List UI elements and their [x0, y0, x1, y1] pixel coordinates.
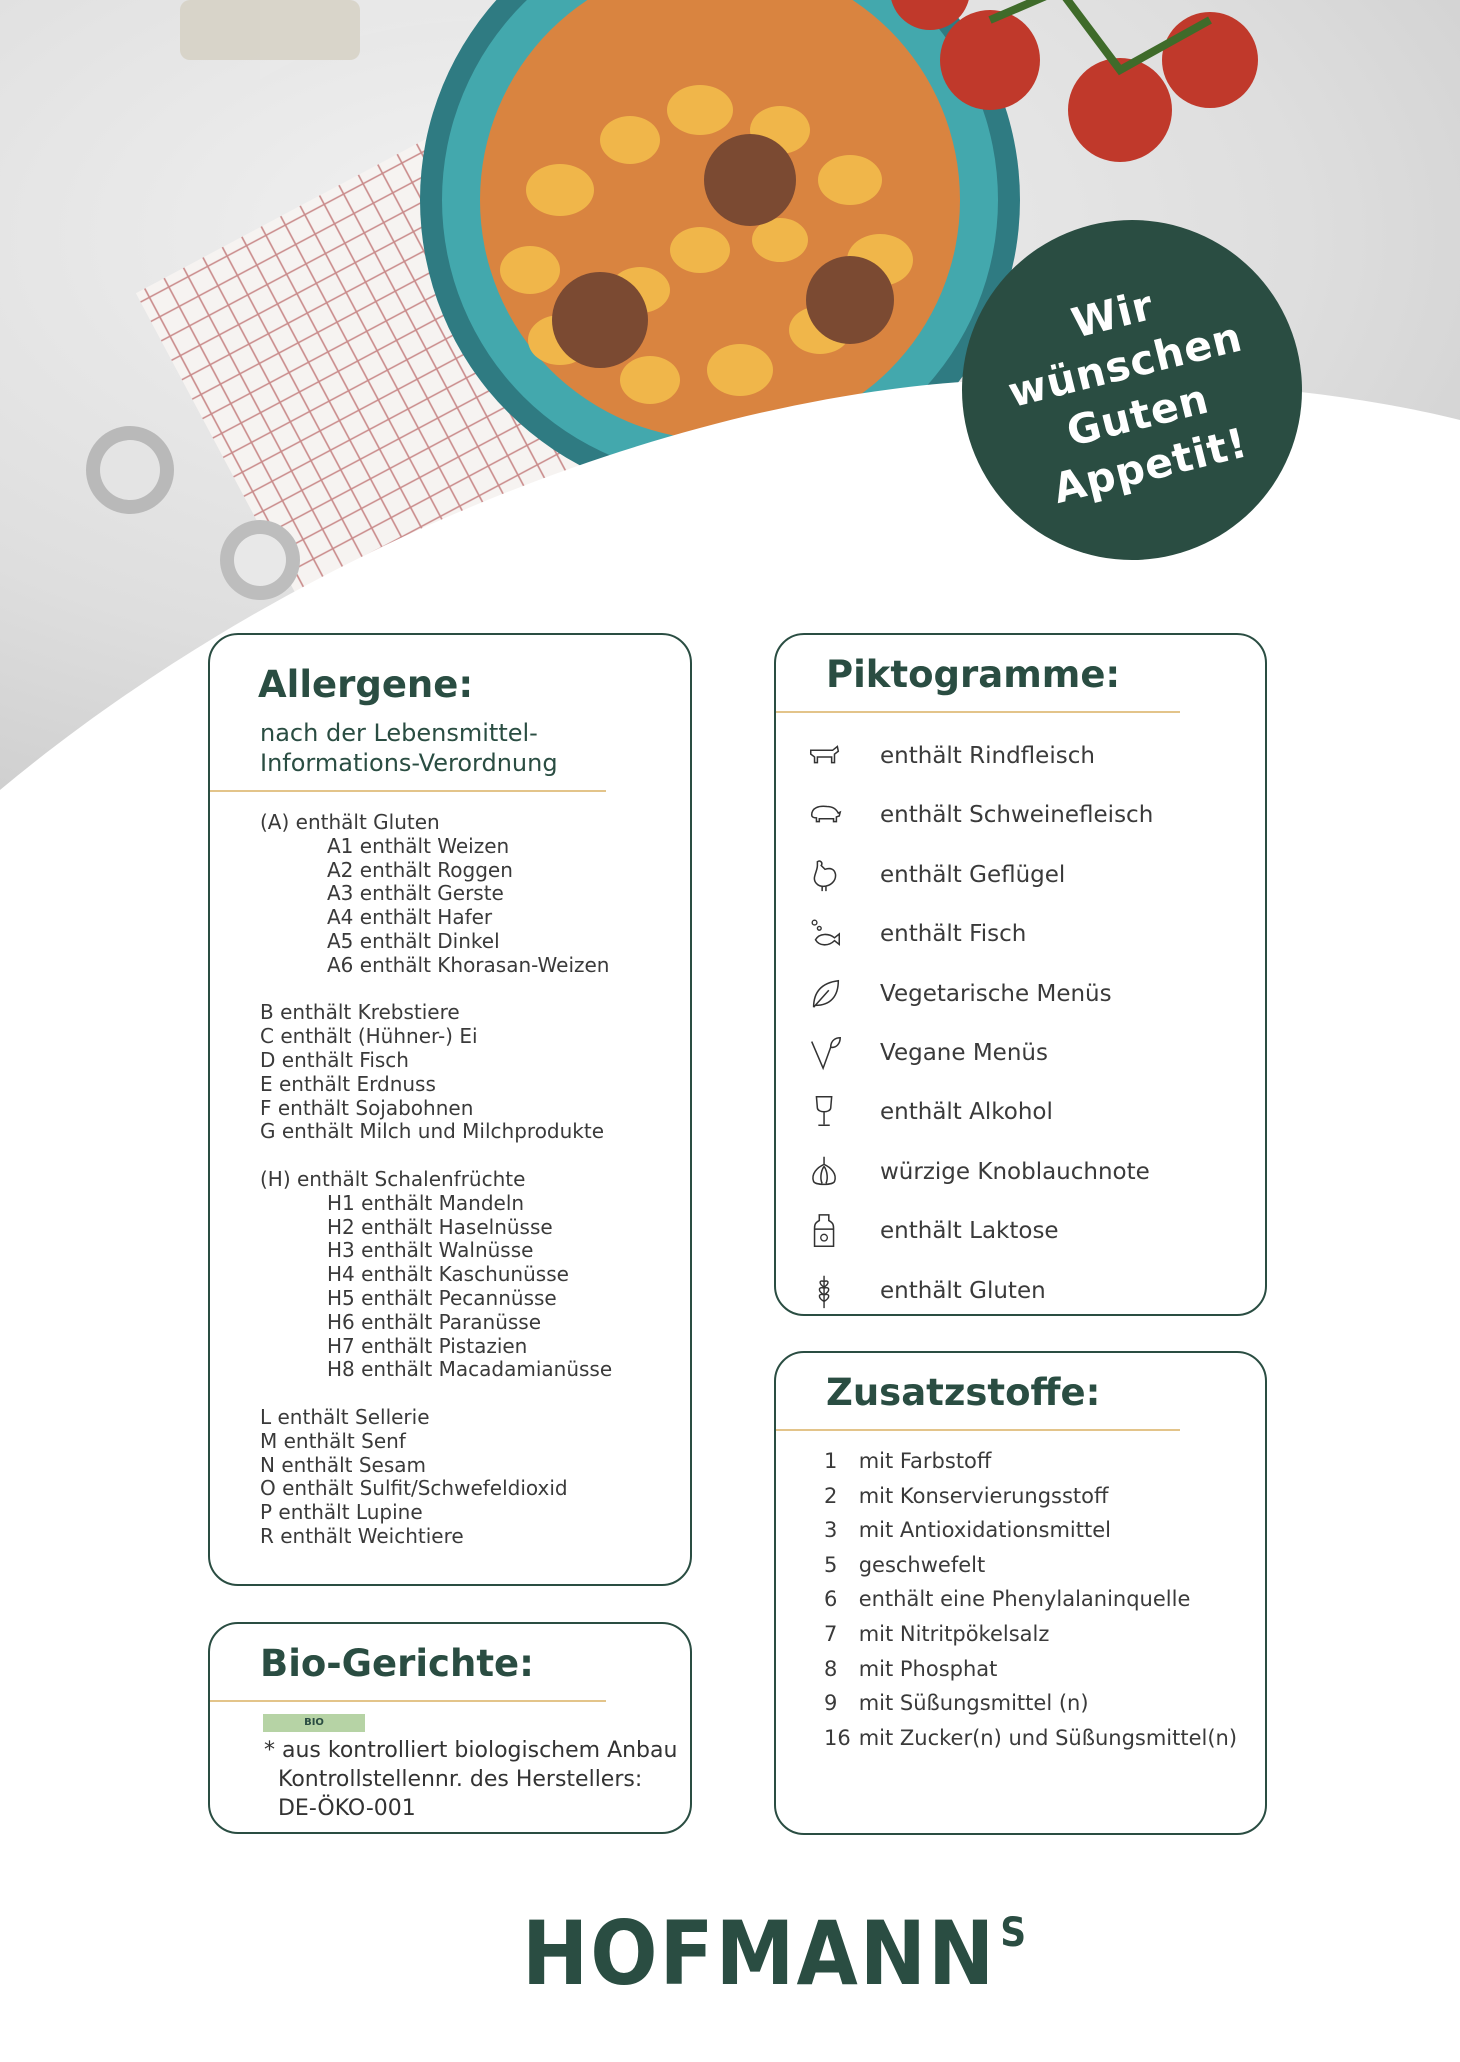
allergene-item: F enthält Sojabohnen — [260, 1095, 474, 1120]
allergene-item: H3 enthält Walnüsse — [327, 1238, 534, 1263]
piktogramm-item — [806, 1152, 1245, 1192]
zusatzstoffe-box — [774, 1351, 1267, 1835]
piktogramme-title: Piktogramme: — [826, 653, 1121, 696]
zusatzstoff-item — [824, 1449, 991, 1473]
zusatzstoff-number: 8 — [824, 1656, 838, 1681]
bio-box — [208, 1622, 692, 1834]
allergene-title: Allergene: — [258, 663, 474, 706]
allergene-item: D enthält Fisch — [260, 1047, 409, 1072]
allergene-list — [260, 811, 612, 1549]
piktogramm-label: enthält Geflügel — [880, 861, 1066, 888]
fish-icon — [806, 914, 844, 954]
allergene-item: H4 enthält Kaschunüsse — [327, 1262, 569, 1287]
allergene-item: A3 enthält Gerste — [327, 881, 504, 906]
allergene-item: A2 enthält Roggen — [327, 857, 513, 882]
allergene-item: H6 enthält Paranüsse — [327, 1309, 542, 1334]
allergene-item: B enthält Krebstiere — [260, 1000, 460, 1025]
zusatzstoff-number: 5 — [824, 1552, 838, 1577]
zusatzstoff-item — [824, 1726, 1237, 1750]
piktogramm-item — [806, 974, 1245, 1014]
allergene-item: M enthält Senf — [260, 1428, 406, 1453]
allergene-item: R enthält Weichtiere — [260, 1523, 464, 1548]
allergene-item: (A) enthält Gluten — [260, 810, 440, 834]
hofmanns-logo — [522, 1902, 1028, 2005]
zusatzstoff-label: enthält eine Phenylalaninquelle — [858, 1587, 1191, 1612]
leaf-icon — [806, 974, 844, 1014]
bio-title: Bio-Gerichte: — [260, 1642, 534, 1685]
piktogramm-label: enthält Laktose — [880, 1218, 1059, 1245]
allergene-item: A1 enthält Weizen — [327, 833, 510, 858]
piktogramm-item — [806, 736, 1245, 776]
bio-tag: BIO — [263, 1714, 365, 1732]
zusatzstoff-number: 9 — [824, 1691, 838, 1716]
piktogramm-item — [806, 914, 1245, 954]
zusatzstoff-item — [824, 1587, 1190, 1611]
allergene-item: A6 enthält Khorasan-Weizen — [327, 952, 610, 977]
allergene-divider — [210, 790, 606, 792]
zusatzstoff-number: 6 — [824, 1587, 838, 1612]
allergene-item: E enthält Erdnuss — [260, 1071, 436, 1096]
pig-icon — [806, 795, 844, 835]
zusatzstoff-item — [824, 1518, 1111, 1542]
zusatzstoff-number: 3 — [824, 1518, 838, 1543]
zusatzstoff-number: 1 — [824, 1449, 838, 1473]
bio-divider — [210, 1700, 606, 1702]
logo-superscript: S — [1000, 1910, 1029, 1956]
allergene-box — [208, 633, 692, 1586]
allergene-subtitle: nach der Lebensmittel- Informations-Verordnung — [260, 719, 558, 777]
badge-text: Wir wünschen Guten Appetit! — [1003, 281, 1253, 513]
zusatzstoff-label: mit Süßungsmittel (n) — [858, 1691, 1089, 1716]
milk-bottle-icon — [806, 1211, 844, 1251]
chicken-icon — [806, 855, 844, 895]
zusatzstoff-item — [824, 1622, 1049, 1646]
piktogramm-label: würzige Knoblauchnote — [880, 1158, 1150, 1185]
allergene-item: A5 enthält Dinkel — [327, 928, 500, 953]
zusatzstoff-label: mit Phosphat — [858, 1656, 998, 1681]
piktogramm-label: enthält Alkohol — [880, 1099, 1053, 1126]
wine-glass-icon — [806, 1092, 844, 1132]
sprout-icon — [806, 1033, 844, 1073]
allergene-item: A4 enthält Hafer — [327, 905, 493, 930]
allergene-spacer — [260, 1382, 612, 1406]
allergene-item: H7 enthält Pistazien — [327, 1333, 528, 1358]
zusatzstoff-number: 7 — [824, 1622, 838, 1646]
bio-note: * aus kontrolliert biologischem Anbau Kontrollstellennr. des Herstellers: DE-ÖKO-001 — [264, 1738, 678, 1821]
zusatzstoffe-title: Zusatzstoffe: — [826, 1371, 1101, 1414]
piktogramme-box — [774, 633, 1267, 1316]
zusatzstoff-label: mit Konservierungsstoff — [858, 1483, 1109, 1508]
allergene-item: (H) enthält Schalenfrüchte — [260, 1166, 526, 1191]
piktogramm-item — [806, 1271, 1245, 1311]
piktogramm-label: enthält Gluten — [880, 1277, 1046, 1304]
piktogramm-item — [806, 855, 1245, 895]
zusatzstoff-label: mit Nitritpökelsalz — [858, 1622, 1050, 1646]
piktogramm-label: enthält Fisch — [880, 921, 1027, 948]
zusatzstoff-item — [824, 1657, 997, 1681]
wheat-icon — [806, 1271, 844, 1311]
allergene-item: H2 enthält Haselnüsse — [327, 1214, 553, 1239]
piktogramm-label: enthält Rindfleisch — [880, 743, 1095, 769]
allergene-spacer — [260, 978, 612, 1002]
zusatzstoff-item — [824, 1553, 985, 1577]
allergene-item: N enthält Sesam — [260, 1452, 426, 1477]
piktogramm-label: Vegetarische Menüs — [880, 980, 1112, 1007]
allergene-item: H1 enthält Mandeln — [327, 1190, 525, 1215]
piktogramm-label: enthält Schweinefleisch — [880, 802, 1154, 829]
allergene-item: L enthält Sellerie — [260, 1404, 430, 1429]
allergene-spacer — [260, 1144, 612, 1168]
piktogramme-divider — [776, 711, 1180, 713]
allergene-item: O enthält Sulfit/Schwefeldioxid — [260, 1476, 568, 1501]
zusatzstoff-label: mit Farbstoff — [858, 1449, 992, 1473]
zusatzstoff-label: mit Zucker(n) und Süßungsmittel(n) — [858, 1725, 1238, 1750]
zusatzstoffe-divider — [776, 1429, 1180, 1431]
garlic-icon — [806, 1152, 844, 1192]
zusatzstoff-number: 16 — [824, 1725, 851, 1750]
zusatzstoff-item — [824, 1484, 1108, 1508]
zusatzstoff-item — [824, 1691, 1089, 1715]
zusatzstoff-number: 2 — [824, 1483, 838, 1508]
zusatzstoff-label: geschwefelt — [858, 1552, 986, 1577]
allergene-item: G enthält Milch und Milchprodukte — [260, 1119, 605, 1144]
zusatzstoff-label: mit Antioxidationsmittel — [858, 1518, 1111, 1543]
logo-text: HOFMANN — [522, 1902, 997, 2005]
piktogramm-item — [806, 1092, 1245, 1132]
piktogramm-label: Vegane Menüs — [880, 1040, 1048, 1066]
piktogramm-item — [806, 1211, 1245, 1251]
guten-appetit-badge — [962, 220, 1302, 560]
allergene-item: P enthält Lupine — [260, 1500, 423, 1525]
piktogramm-item — [806, 795, 1245, 835]
piktogramm-item — [806, 1033, 1245, 1073]
allergene-item: C enthält (Hühner-) Ei — [260, 1024, 478, 1049]
allergene-item: H8 enthält Macadamianüsse — [327, 1357, 613, 1382]
cow-icon — [806, 736, 844, 776]
allergene-item: H5 enthält Pecannüsse — [327, 1285, 557, 1310]
